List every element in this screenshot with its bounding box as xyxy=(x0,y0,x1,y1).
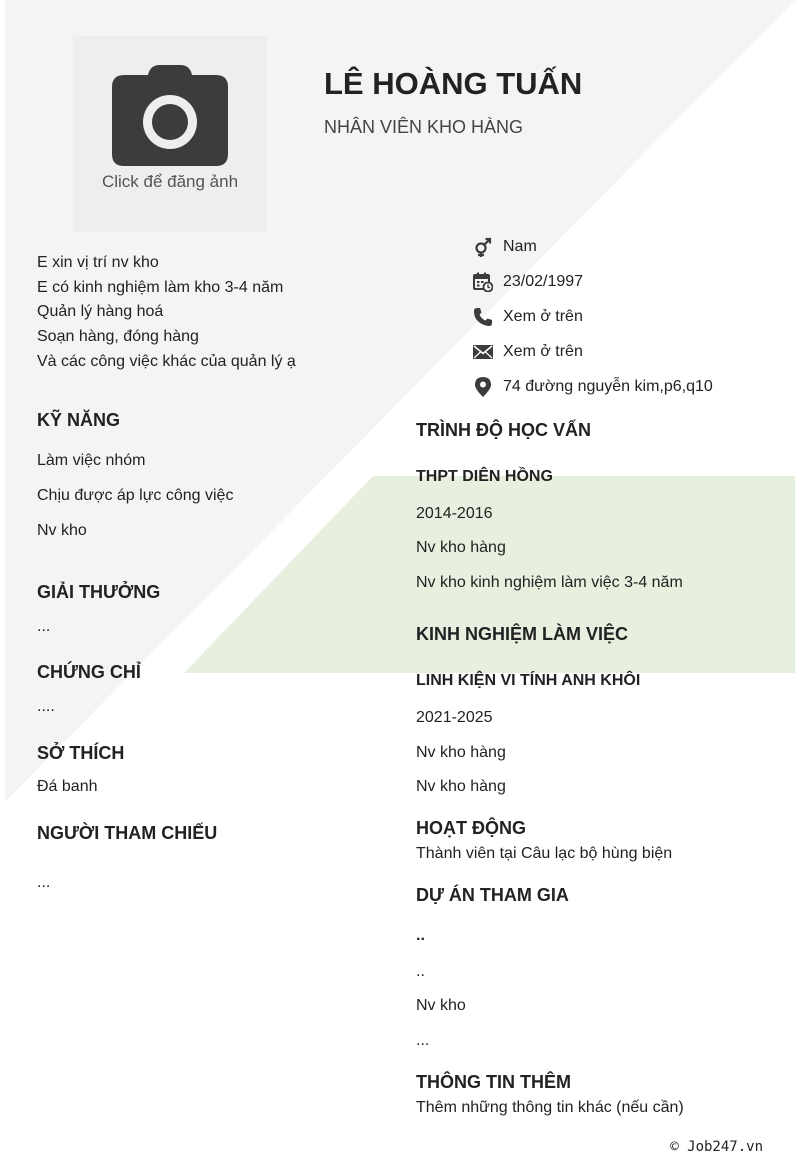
address-value: 74 đường nguyễn kim,p6,q10 xyxy=(503,377,713,395)
certificates-heading: CHỨNG CHỈ xyxy=(37,662,141,682)
awards-heading: GIẢI THƯỞNG xyxy=(37,582,161,602)
email-row xyxy=(472,334,713,369)
skill-item: Làm việc nhóm xyxy=(37,452,146,469)
experience-detail: Nv kho hàng xyxy=(416,778,506,795)
project-detail: Nv kho xyxy=(416,997,466,1014)
summary-line: E xin vị trí nv kho xyxy=(37,254,159,271)
email-value: Xem ở trên xyxy=(503,342,583,360)
education-detail: Nv kho kinh nghiệm làm việc 3-4 năm xyxy=(416,574,683,591)
references-heading: NGƯỜI THAM CHIẾU xyxy=(37,823,218,843)
birthday-value: 23/02/1997 xyxy=(503,273,584,291)
experience-heading: KINH NGHIỆM LÀM VIỆC xyxy=(416,624,629,644)
references-text: ... xyxy=(37,874,51,891)
summary-line: Soạn hàng, đóng hàng xyxy=(37,328,199,346)
more-info-text: Thêm những thông tin khác (nếu cần) xyxy=(416,1099,684,1116)
skill-item: Nv kho xyxy=(37,522,87,539)
career-summary xyxy=(37,251,296,375)
hobbies-text: Đá banh xyxy=(37,778,98,795)
location-icon xyxy=(472,376,494,398)
contact-info xyxy=(472,230,713,404)
experience-detail: Nv kho hàng xyxy=(416,744,506,761)
phone-value: Xem ở trên xyxy=(503,307,583,325)
summary-line: Và các công việc khác của quản lý ạ xyxy=(37,352,296,370)
gender-icon xyxy=(472,236,494,258)
activities-text: Thành viên tại Câu lạc bộ hùng biện xyxy=(416,845,673,862)
education-school: THPT DIÊN HỒNG xyxy=(416,468,553,485)
education-detail: Nv kho hàng xyxy=(416,539,506,556)
phone-icon xyxy=(472,306,494,328)
certificates-text: .... xyxy=(37,698,55,715)
summary-line: Quản lý hàng hoá xyxy=(37,303,164,321)
experience-company: LINH KIỆN VI TÍNH ANH KHÔI xyxy=(416,672,641,689)
project-detail: ... xyxy=(416,1032,430,1049)
skill-item: Chịu được áp lực công việc xyxy=(37,487,234,504)
phone-row xyxy=(472,300,713,335)
projects-heading: DỰ ÁN THAM GIA xyxy=(416,885,569,905)
job-title: NHÂN VIÊN KHO HÀNG xyxy=(324,117,524,137)
more-info-heading: THÔNG TIN THÊM xyxy=(416,1072,571,1092)
skills-heading: KỸ NĂNG xyxy=(37,410,121,430)
awards-text: ... xyxy=(37,618,51,635)
activities-heading: HOẠT ĐỘNG xyxy=(416,818,526,838)
education-period: 2014-2016 xyxy=(416,505,493,522)
education-heading: TRÌNH ĐỘ HỌC VẤN xyxy=(416,420,591,440)
calendar-icon xyxy=(472,271,494,293)
camera-icon xyxy=(112,65,228,166)
gender-value: Nam xyxy=(503,238,537,256)
summary-line: E có kinh nghiệm làm kho 3-4 năm xyxy=(37,278,284,296)
project-name: .. xyxy=(416,927,425,944)
project-period: .. xyxy=(416,963,425,980)
hobbies-heading: SỞ THÍCH xyxy=(37,743,125,763)
birthday-row xyxy=(472,265,713,300)
experience-period: 2021-2025 xyxy=(416,709,493,726)
photo-caption: Click để đăng ảnh xyxy=(101,172,239,191)
copyright-footer: © Job247.vn xyxy=(670,1139,763,1155)
photo-upload-area[interactable] xyxy=(73,36,267,232)
mail-icon xyxy=(472,341,494,363)
gender-row xyxy=(472,230,713,265)
candidate-name: LÊ HOÀNG TUẤN xyxy=(324,66,583,101)
address-row xyxy=(472,369,713,404)
